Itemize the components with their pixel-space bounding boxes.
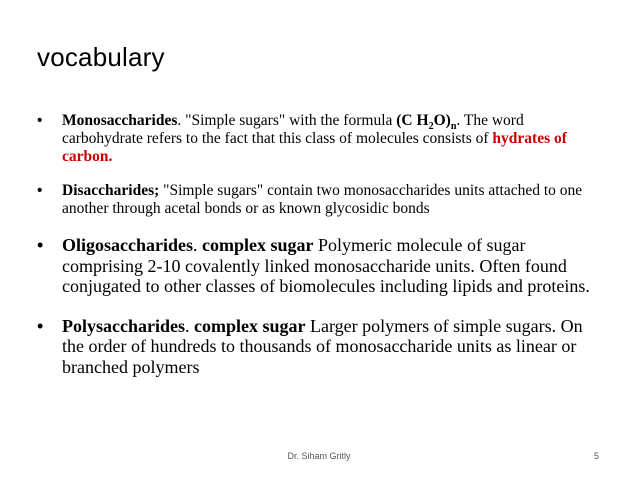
list-item-polysaccharides <box>37 316 607 378</box>
subterm-complex-sugar: complex sugar <box>202 235 314 255</box>
definition-text: "Simple sugars" contain two monosaccharides units attached to one another through acetal bonds or as known glycosidic bonds <box>62 182 583 217</box>
list-item-oligosaccharides <box>37 235 607 297</box>
bullet-icon: • <box>37 315 44 336</box>
term-monosaccharides: Monosaccharides <box>62 112 178 129</box>
bullet-icon: • <box>37 235 44 255</box>
definition-text: . "Simple sugars" with the formula <box>177 112 397 129</box>
definition-text: . The word carbohydrate refers to the fact that this class of molecules consists of <box>62 112 524 147</box>
bullet-list <box>37 112 607 377</box>
list-item-disaccharides <box>37 182 607 218</box>
term-polysaccharides: Polysaccharides <box>62 315 185 336</box>
footer-author: Dr. Siham Gritly <box>287 451 351 461</box>
list-item-monosaccharides <box>37 112 607 166</box>
definition-text: Polymeric molecule of sugar comprising 2-10 covalently linked monosaccharide units. Often found conjugated to other classes of biomolecules including lipids and proteins. <box>62 235 590 296</box>
page-number: 5 <box>594 451 600 461</box>
definition-text: Larger polymers of simple sugars. On the order of hundreds to thousands of monosaccharide units as linear or branched polymers <box>62 315 583 377</box>
bullet-icon: • <box>37 112 43 129</box>
term-disaccharides: Disaccharides; <box>62 182 160 199</box>
slide-title: vocabulary <box>37 42 165 72</box>
separator-text: . <box>185 315 194 336</box>
term-oligosaccharides: Oligosaccharides <box>62 235 193 255</box>
chemical-formula: (C $H_2O)_n$ <box>396 112 457 133</box>
separator-text: . <box>193 235 202 255</box>
subterm-complex-sugar: complex sugar <box>194 315 306 336</box>
highlight-text: hydrates of carbon. <box>62 130 567 165</box>
bullet-icon: • <box>37 182 43 199</box>
